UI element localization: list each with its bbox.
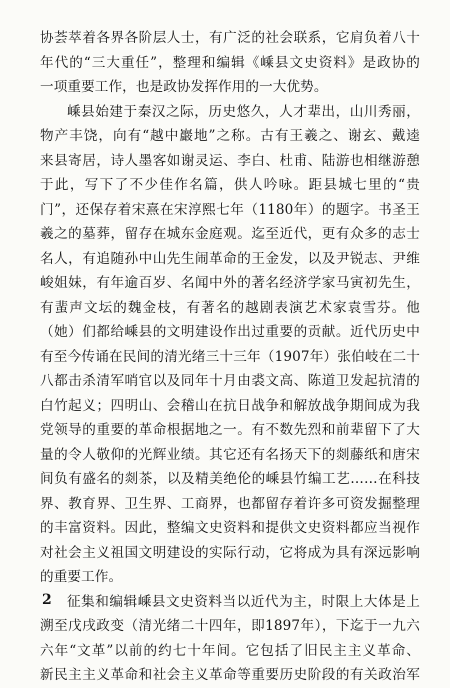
paragraph-intro: [40, 26, 420, 100]
text-line: 党领导的重要的革命根据地之一。有不数先烈和前辈留下了大: [40, 422, 420, 438]
text-line: 来县寄居，诗人墨客如谢灵运、李白、杜甫、陆游也相继游憩: [40, 152, 420, 169]
text-line: 白竹起义；四明山、会稽山在抗日战争和解放战争期间成为我: [40, 397, 420, 414]
text-line: 物产丰饶，向有“越中巖地”之称。古有王羲之、谢玄、戴逵: [40, 128, 420, 144]
text-line: 年代的“三大重任”，整理和编辑《嵊县文史资料》是政协的: [40, 54, 420, 71]
text-line: 八都击杀清军哨官以及同年十月由裘文高、陈道卫发起抗清的: [40, 373, 420, 389]
text-line: 嵊县始建于秦汉之际，历史悠久，人才辈出，山川秀丽，: [67, 103, 420, 120]
document-page: [40, 26, 420, 688]
text-line: 协荟萃着各界各阶层人士，有广泛的社会联系，它肩负着八十: [40, 30, 420, 46]
text-line: （她）们都给嵊县的文明建设作出过重要的贡献。近代历史中: [40, 324, 420, 340]
text-line: 名人，有追随孙中山先生闹革命的王金发，以及尹锐志、尹维: [40, 250, 420, 267]
text-line: 有蜚声文坛的魏金枝，有著名的越剧表演艺术家袁雪芬。他: [40, 299, 420, 316]
text-line: 对社会主义祖国文明建设的实际行动，它将成为具有深远影响: [40, 544, 420, 561]
text-line: 新民主主义革命和社会主义革命等重要历史阶段的有关政治军: [40, 667, 420, 683]
text-line: 的重要工作。: [40, 569, 123, 585]
text-line: 界、教育界、卫生界、工商界，也都留存着许多可资发掘整理: [40, 495, 420, 512]
text-line: 六年“文革”以前的约七十年间。它包括了旧民主主义革命、: [40, 642, 420, 659]
paragraph-scope: [40, 590, 420, 688]
text-line: 溯至戊戌政变（清光绪二十四年，即1897年），下迄于一九六: [40, 618, 420, 634]
page-number: 2: [42, 592, 52, 608]
text-line: 羲之的墓葬，留存在城东金庭观。迄至近代，更有众多的志士: [40, 226, 420, 242]
paragraph-history: [40, 100, 420, 590]
text-line: 于此，写下了不少佳作名篇，供人吟咏。距县城七里的“贵: [40, 177, 420, 193]
text-line: 有至今传诵在民间的清光绪三十三年（1907年）张伯岐在二十: [40, 348, 420, 365]
text-line: 的丰富资料。因此，整编文史资料和提供文史资料都应当视作: [40, 520, 420, 536]
text-line: 门”，还保存着宋熹在宋淳熙七年（1180年）的题字。书圣王: [40, 201, 420, 218]
text-line: 间负有盛名的剡茶，以及精美绝伦的嵊县竹编工艺……在科技: [40, 471, 420, 487]
text-line: 量的令人敬仰的光辉业绩。其它还有名扬天下的剡藤纸和唐宋: [40, 446, 420, 463]
text-line: 征集和编辑嵊县文史资料当以近代为主，时限上大体是上: [67, 593, 420, 610]
text-line: 峻姐妹，有年逾百岁、名闻中外的著名经济学家马寅初先生，: [40, 275, 420, 291]
text-line: 一项重要工作，也是政协发挥作用的一大优势。: [40, 79, 328, 95]
